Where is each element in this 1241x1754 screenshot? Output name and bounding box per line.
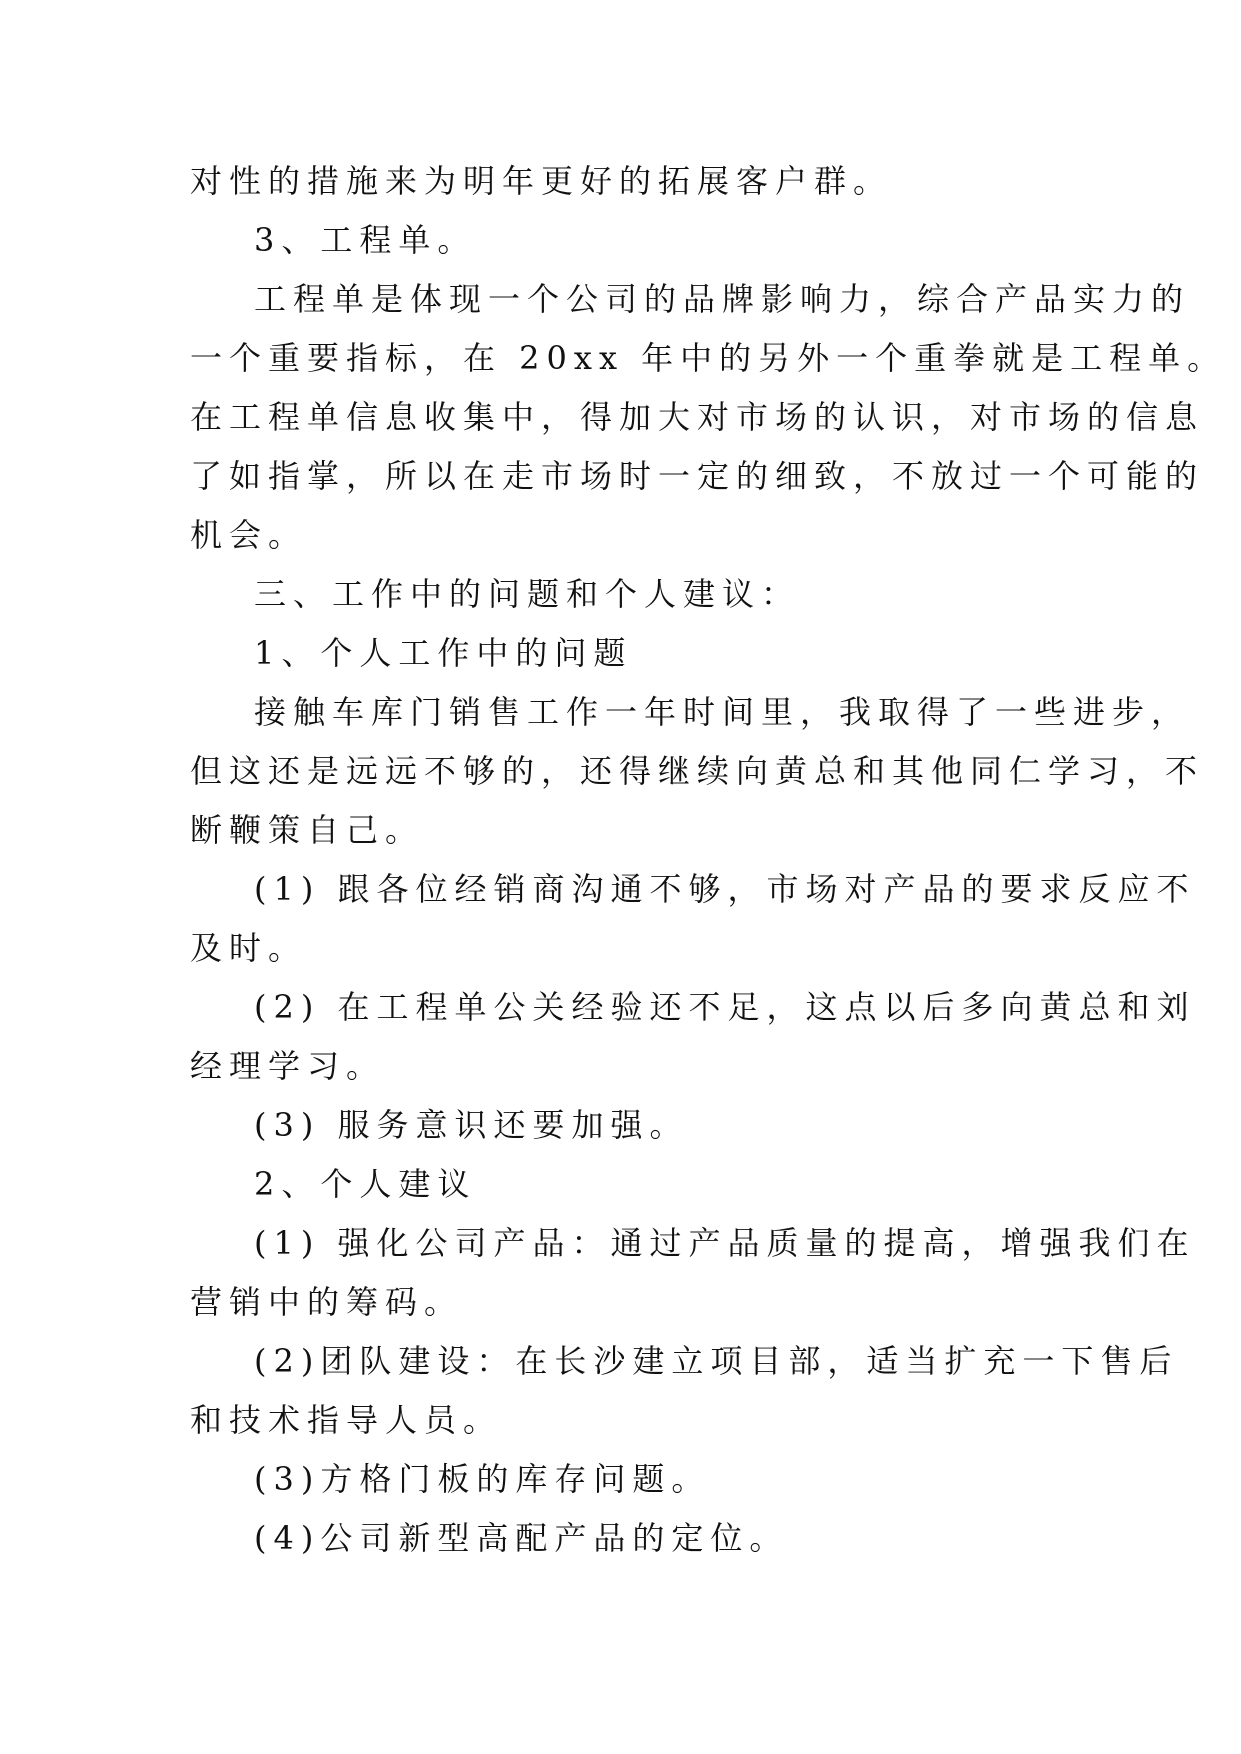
section-heading-problems-and-suggestions: 三、工作中的问题和个人建议： [254, 575, 801, 613]
subsection-heading-personal-suggestions: 2、个人建议 [254, 1165, 477, 1203]
list-item-line: 和技术指导人员。 [190, 1401, 503, 1439]
paragraph-line: 在工程单信息收集中，得加大对市场的认识，对市场的信息 [190, 398, 1205, 436]
paragraph-line: 接触车库门销售工作一年时间里，我取得了一些进步， [254, 693, 1191, 731]
list-item-line: (4)公司新型高配产品的定位。 [254, 1519, 789, 1557]
paragraph-line: 了如指掌，所以在走市场时一定的细致，不放过一个可能的 [190, 457, 1205, 495]
list-item-line: (2) 在工程单公关经验还不足，这点以后多向黄总和刘 [254, 988, 1196, 1026]
paragraph-line: 机会。 [190, 516, 308, 554]
list-item-line: (3) 服务意识还要加强。 [254, 1106, 689, 1144]
list-item-line: 营销中的筹码。 [190, 1283, 464, 1321]
paragraph-line: 但这还是远远不够的，还得继续向黄总和其他同仁学习，不 [190, 752, 1205, 790]
list-item-line: (1) 跟各位经销商沟通不够，市场对产品的要求反应不 [254, 870, 1196, 908]
list-item-line: (2)团队建设：在长沙建立项目部，适当扩充一下售后 [254, 1342, 1179, 1380]
paragraph-continuation-line: 对性的措施来为明年更好的拓展客户群。 [190, 162, 893, 200]
list-item-line: (3)方格门板的库存问题。 [254, 1460, 711, 1498]
document-body [190, 152, 1227, 1568]
list-item-line: 及时。 [190, 929, 308, 967]
list-item-line: 经理学习。 [190, 1047, 386, 1085]
paragraph-line: 断鞭策自己。 [190, 811, 425, 849]
subsection-heading-personal-problems: 1、个人工作中的问题 [254, 634, 633, 672]
section-heading-engineering-orders: 3、工程单。 [254, 221, 477, 259]
paragraph-line: 工程单是体现一个公司的品牌影响力，综合产品实力的 [254, 280, 1191, 318]
list-item-line: (1) 强化公司产品：通过产品质量的提高，增强我们在 [254, 1224, 1196, 1262]
paragraph-line: 一个重要指标，在 20xx 年中的另外一个重拳就是工程单。 [190, 339, 1227, 377]
